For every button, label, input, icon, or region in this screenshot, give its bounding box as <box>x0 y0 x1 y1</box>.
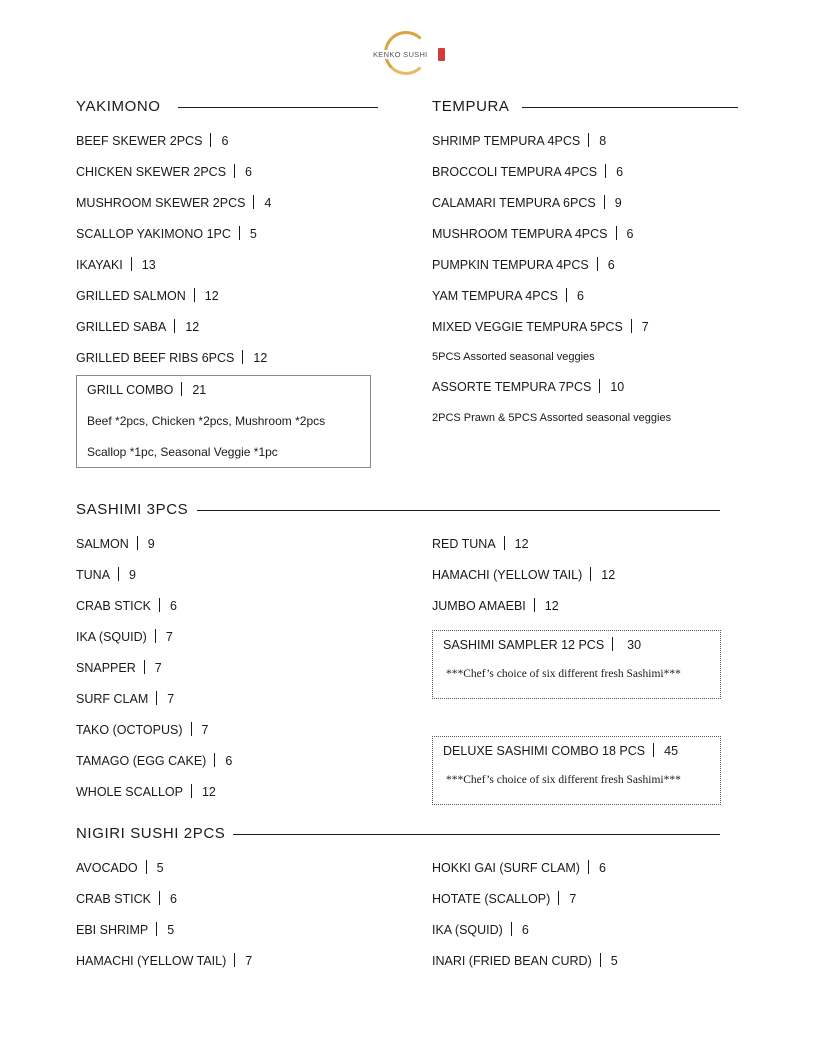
item-price: 9 <box>614 196 622 210</box>
menu-item <box>76 598 177 614</box>
item-name: CRAB STICK <box>76 892 152 906</box>
item-price: 12 <box>514 537 529 551</box>
menu-item <box>76 164 252 180</box>
menu-item <box>76 195 271 211</box>
item-name: GRILLED SABA <box>76 320 167 334</box>
item-name: ASSORTE TEMPURA 7PCS <box>432 380 592 394</box>
menu-item <box>76 350 267 366</box>
section-heading-nigiri: NIGIRI SUSHI 2PCS <box>76 825 226 842</box>
item-price: 7 <box>165 630 173 644</box>
menu-item <box>76 691 174 707</box>
item-price: 13 <box>141 258 156 272</box>
menu-item <box>432 226 633 242</box>
heading-rule <box>233 834 720 835</box>
item-price: 9 <box>147 537 155 551</box>
deluxe-title <box>443 743 678 759</box>
item-name: MIXED VEGGIE TEMPURA 5PCS <box>432 320 623 334</box>
item-price: 6 <box>225 754 233 768</box>
menu-item <box>432 257 615 273</box>
item-name: GRILLED BEEF RIBS 6PCS <box>76 351 235 365</box>
menu-item <box>76 722 208 738</box>
menu-item <box>432 319 649 335</box>
menu-item <box>76 133 228 149</box>
item-price: 30 <box>627 638 642 652</box>
item-name: CHICKEN SKEWER 2PCS <box>76 165 227 179</box>
menu-item <box>432 164 623 180</box>
sashimi-sampler-box <box>432 630 721 699</box>
section-heading-tempura: TEMPURA <box>432 98 510 115</box>
item-name: IKAYAKI <box>76 258 123 272</box>
item-name: TAMAGO (EGG CAKE) <box>76 754 207 768</box>
section-heading-yakimono: YAKIMONO <box>76 98 161 115</box>
combo-line: Scallop *1pc, Seasonal Veggie *1pc <box>87 445 278 459</box>
menu-item <box>76 660 162 676</box>
item-price: 6 <box>245 165 252 179</box>
item-name: HOTATE (SCALLOP) <box>432 892 551 906</box>
combo-line: Beef *2pcs, Chicken *2pcs, Mushroom *2pcs <box>87 414 326 428</box>
item-price: 7 <box>201 723 209 737</box>
item-name: INARI (FRIED BEAN CURD) <box>432 954 592 968</box>
menu-item <box>432 860 606 876</box>
item-name: SCALLOP YAKIMONO 1PC <box>76 227 231 241</box>
heading-rule <box>178 107 378 108</box>
item-name: EBI SHRIMP <box>76 923 149 937</box>
menu-item <box>76 860 164 876</box>
item-price: 12 <box>201 785 216 799</box>
menu-item <box>432 891 576 907</box>
item-name: SALMON <box>76 537 129 551</box>
item-name: BEEF SKEWER 2PCS <box>76 134 203 148</box>
kenko-sushi-logo <box>370 30 450 82</box>
item-price: 12 <box>601 568 616 582</box>
menu-item <box>76 922 174 938</box>
item-price: 6 <box>521 923 529 937</box>
menu-item <box>76 257 156 273</box>
section-heading-sashimi: SASHIMI 3PCS <box>76 501 189 518</box>
item-name: TUNA <box>76 568 111 582</box>
item-price: 45 <box>664 744 679 758</box>
menu-item <box>432 288 584 304</box>
item-price: 5 <box>156 861 164 875</box>
item-price: 9 <box>129 568 136 582</box>
menu-item <box>76 953 252 969</box>
item-name: IKA (SQUID) <box>76 630 147 644</box>
menu-item <box>432 536 529 552</box>
menu-item <box>76 891 177 907</box>
item-name: TAKO (OCTOPUS) <box>76 723 183 737</box>
item-name: HAMACHI (YELLOW TAIL) <box>432 568 583 582</box>
logo-text: KENKO SUSHI <box>373 50 428 59</box>
item-price: 21 <box>192 383 207 397</box>
menu-item <box>76 288 219 304</box>
item-name: HOKKI GAI (SURF CLAM) <box>432 861 580 875</box>
item-price: 4 <box>264 196 272 210</box>
item-price: 6 <box>616 165 624 179</box>
item-name: CRAB STICK <box>76 599 152 613</box>
item-name: WHOLE SCALLOP <box>76 785 183 799</box>
item-note: 5PCS Assorted seasonal veggies <box>432 351 595 363</box>
menu-item <box>432 953 618 969</box>
item-name: CALAMARI TEMPURA 6PCS <box>432 196 596 210</box>
menu-item <box>76 629 173 645</box>
item-name: SNAPPER <box>76 661 136 675</box>
logo-badge-icon <box>438 48 445 61</box>
item-name: YAM TEMPURA 4PCS <box>432 289 558 303</box>
menu-item <box>76 536 155 552</box>
item-price: 12 <box>185 320 200 334</box>
item-name: SHRIMP TEMPURA 4PCS <box>432 134 581 148</box>
item-price: 6 <box>576 289 584 303</box>
combo-title <box>87 382 206 398</box>
menu-item <box>432 598 559 614</box>
item-price: 7 <box>569 892 577 906</box>
item-price: 5 <box>249 227 257 241</box>
item-note: 2PCS Prawn & 5PCS Assorted seasonal veggies <box>432 412 672 424</box>
menu-item <box>76 567 136 583</box>
heading-rule <box>522 107 738 108</box>
menu-item <box>432 379 624 395</box>
item-name: SURF CLAM <box>76 692 149 706</box>
item-name: AVOCADO <box>76 861 138 875</box>
deluxe-note: ***Chef’s choice of six different fresh Sashimi*** <box>446 774 681 786</box>
item-price: 12 <box>253 351 268 365</box>
menu-item <box>432 195 622 211</box>
item-price: 10 <box>610 380 625 394</box>
item-name: DELUXE SASHIMI COMBO 18 PCS <box>443 744 646 758</box>
item-price: 6 <box>607 258 615 272</box>
item-name: BROCCOLI TEMPURA 4PCS <box>432 165 598 179</box>
menu-item <box>432 133 606 149</box>
item-name: MUSHROOM TEMPURA 4PCS <box>432 227 608 241</box>
item-name: HAMACHI (YELLOW TAIL) <box>76 954 227 968</box>
sampler-title <box>443 637 641 653</box>
menu-item <box>432 567 615 583</box>
item-price: 7 <box>154 661 162 675</box>
item-price: 6 <box>170 892 177 906</box>
item-price: 6 <box>221 134 229 148</box>
item-name: IKA (SQUID) <box>432 923 503 937</box>
item-price: 12 <box>544 599 559 613</box>
item-price: 7 <box>641 320 649 334</box>
menu-item <box>76 753 232 769</box>
item-price: 12 <box>204 289 219 303</box>
item-name: PUMPKIN TEMPURA 4PCS <box>432 258 589 272</box>
item-price: 7 <box>245 954 253 968</box>
item-price: 6 <box>598 861 606 875</box>
menu-item <box>76 226 257 242</box>
sampler-note: ***Chef’s choice of six different fresh Sashimi*** <box>446 668 681 680</box>
item-name: RED TUNA <box>432 537 496 551</box>
item-name: MUSHROOM SKEWER 2PCS <box>76 196 246 210</box>
item-price: 5 <box>167 923 175 937</box>
item-name: JUMBO AMAEBI <box>432 599 526 613</box>
deluxe-sashimi-box <box>432 736 721 805</box>
heading-rule <box>197 510 720 511</box>
menu-item <box>76 784 216 800</box>
item-price: 8 <box>599 134 607 148</box>
menu-item <box>76 319 199 335</box>
menu-item <box>432 922 529 938</box>
item-price: 6 <box>626 227 634 241</box>
grill-combo-box <box>76 375 371 468</box>
item-price: 5 <box>610 954 618 968</box>
item-name: SASHIMI SAMPLER 12 PCS <box>443 638 605 652</box>
item-price: 6 <box>170 599 177 613</box>
item-price: 7 <box>167 692 175 706</box>
item-name: GRILL COMBO <box>87 383 174 397</box>
item-name: GRILLED SALMON <box>76 289 186 303</box>
